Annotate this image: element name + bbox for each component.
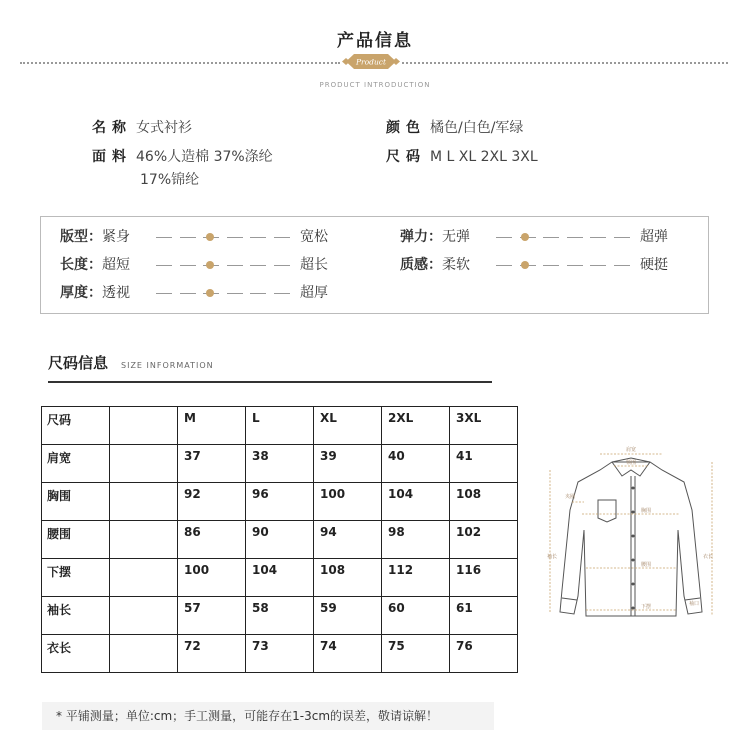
table-cell <box>450 635 518 673</box>
table-cell <box>314 521 382 559</box>
feature-thickness <box>60 286 130 300</box>
table-cell <box>450 483 518 521</box>
feature-thickness-high: 超厚 <box>300 285 328 301</box>
diagram-label-chest: 胸围 <box>640 508 652 514</box>
table-cell-text: 58 <box>252 601 269 615</box>
table-cell-text: 76 <box>456 639 473 653</box>
table-cell-text: 74 <box>320 639 337 653</box>
table-cell-text: 86 <box>184 525 201 539</box>
table-cell <box>178 521 246 559</box>
table-row <box>42 521 518 559</box>
scale-indicator-dot <box>521 233 529 241</box>
table-cell-text: 94 <box>320 525 337 539</box>
feature-fit <box>60 230 130 244</box>
table-cell <box>42 445 110 483</box>
table-cell-text: 袖长 <box>47 603 72 617</box>
diagram-label-cuff: 袖口 <box>688 601 700 607</box>
scale-dash <box>614 237 630 238</box>
table-cell-text: 57 <box>184 601 201 615</box>
table-header-cell <box>382 407 450 445</box>
table-cell-text <box>110 559 177 563</box>
table-cell <box>42 521 110 559</box>
divider-left <box>20 62 340 64</box>
table-cell-text: 下摆 <box>47 565 72 579</box>
table-cell <box>382 445 450 483</box>
feature-length-scale <box>156 258 290 272</box>
table-cell <box>110 483 178 521</box>
table-cell-text: 肩宽 <box>47 451 72 465</box>
table-cell-text: 胸围 <box>47 489 72 503</box>
scale-dash <box>567 265 583 266</box>
table-cell <box>246 559 314 597</box>
name-value: 女式衬衫 <box>136 120 192 136</box>
scale-dash <box>227 293 243 294</box>
table-cell-text: 73 <box>252 639 269 653</box>
table-cell <box>246 445 314 483</box>
table-cell <box>314 635 382 673</box>
scale-dash <box>250 265 266 266</box>
scale-dash <box>227 265 243 266</box>
table-cell <box>110 635 178 673</box>
feature-thickness-low: 透视 <box>102 285 130 301</box>
feature-length-low: 超短 <box>102 257 130 273</box>
table-cell <box>110 521 178 559</box>
table-cell <box>382 559 450 597</box>
scale-dash <box>543 265 559 266</box>
feature-elasticity-scale <box>496 230 630 244</box>
table-header-cell <box>314 407 382 445</box>
table-cell-text: 40 <box>388 449 405 463</box>
scale-dash <box>156 237 172 238</box>
table-cell <box>178 445 246 483</box>
product-info-subtitle: PRODUCT INTRODUCTION <box>319 81 431 89</box>
feature-texture-label: 质感： <box>400 257 442 273</box>
table-cell-text <box>110 635 177 639</box>
table-cell <box>314 445 382 483</box>
table-header-cell <box>450 407 518 445</box>
table-header-cell <box>110 407 178 445</box>
table-cell-text: 112 <box>388 563 414 577</box>
table-cell-text: 108 <box>320 563 346 577</box>
badge-text: Product <box>356 57 386 67</box>
table-cell <box>178 635 246 673</box>
table-cell <box>42 597 110 635</box>
feature-length <box>60 258 130 272</box>
divider-right <box>402 62 728 64</box>
color-row <box>386 121 523 135</box>
feature-elasticity-low: 无弹 <box>442 229 470 245</box>
table-cell-text: 59 <box>320 601 337 615</box>
table-cell-text: 2XL <box>388 411 414 425</box>
table-cell <box>42 559 110 597</box>
table-cell <box>178 559 246 597</box>
scale-dash <box>180 237 196 238</box>
size-value: M L XL 2XL 3XL <box>430 149 538 165</box>
scale-dash <box>156 265 172 266</box>
table-cell-text: 41 <box>456 449 473 463</box>
table-cell <box>450 445 518 483</box>
table-cell <box>314 559 382 597</box>
scale-dash <box>250 293 266 294</box>
table-cell <box>450 521 518 559</box>
scale-dash <box>567 237 583 238</box>
size-info-title: 尺码信息 <box>48 354 109 372</box>
shirt-measurement-diagram <box>542 440 720 626</box>
table-cell <box>450 597 518 635</box>
fabric-label: 面料 <box>92 149 132 165</box>
table-cell-text: 96 <box>252 487 269 501</box>
table-cell-text: 38 <box>252 449 269 463</box>
table-header-cell <box>246 407 314 445</box>
feature-texture <box>400 258 470 272</box>
table-cell-text <box>110 407 177 411</box>
table-header-cell <box>178 407 246 445</box>
table-cell-text: 61 <box>456 601 473 615</box>
size-row <box>386 150 538 164</box>
table-cell <box>110 445 178 483</box>
name-row <box>92 121 192 135</box>
table-row <box>42 635 518 673</box>
scale-dash <box>156 293 172 294</box>
table-cell-text: 92 <box>184 487 201 501</box>
table-row <box>42 597 518 635</box>
scale-dash <box>496 237 512 238</box>
table-cell-text <box>110 445 177 449</box>
table-cell-text: 100 <box>320 487 346 501</box>
table-cell <box>382 521 450 559</box>
table-cell-text: 102 <box>456 525 482 539</box>
feature-texture-scale <box>496 258 630 272</box>
scale-dash <box>180 265 196 266</box>
feature-length-high: 超长 <box>300 257 328 273</box>
scale-dash <box>274 237 290 238</box>
table-cell-text <box>110 521 177 525</box>
fabric-value-line2: 17%锦纶 <box>140 172 200 188</box>
table-cell-text: 90 <box>252 525 269 539</box>
table-cell <box>382 597 450 635</box>
table-cell-text: 37 <box>184 449 201 463</box>
table-cell <box>450 559 518 597</box>
diagram-label-waist: 腰围 <box>640 562 652 568</box>
product-info-title: 产品信息 <box>337 31 413 51</box>
fabric-row <box>92 150 273 164</box>
color-value: 橘色/白色/军绿 <box>430 120 524 136</box>
table-cell <box>246 635 314 673</box>
table-cell-text: 116 <box>456 563 482 577</box>
table-cell <box>382 635 450 673</box>
feature-length-label: 长度： <box>60 257 102 273</box>
diagram-label-sleeve: 袖长 <box>546 554 558 560</box>
color-label: 颜色 <box>386 120 426 136</box>
size-info-subtitle: SIZE INFORMATION <box>121 361 214 370</box>
table-cell-text: XL <box>320 411 337 425</box>
size-table <box>41 406 518 673</box>
feature-fit-label: 版型： <box>60 229 102 245</box>
diagram-label-neck: 领围 <box>625 460 637 466</box>
name-label: 名称 <box>92 120 132 136</box>
scale-dash <box>543 237 559 238</box>
feature-texture-low: 柔软 <box>442 257 470 273</box>
table-cell-text: 3XL <box>456 411 482 425</box>
table-cell <box>178 483 246 521</box>
table-cell-text: 100 <box>184 563 210 577</box>
table-row <box>42 559 518 597</box>
scale-dash <box>590 237 606 238</box>
table-cell-text: 104 <box>388 487 414 501</box>
table-cell-text: 108 <box>456 487 482 501</box>
feature-fit-scale <box>156 230 290 244</box>
scale-dash <box>590 265 606 266</box>
feature-texture-high: 硬挺 <box>640 257 668 273</box>
table-cell-text <box>110 597 177 601</box>
table-cell <box>246 483 314 521</box>
table-row <box>42 483 518 521</box>
feature-elasticity-high: 超弹 <box>640 229 668 245</box>
scale-dash <box>274 265 290 266</box>
scale-indicator-dot <box>206 261 214 269</box>
table-cell <box>42 483 110 521</box>
diagram-label-length: 衣长 <box>702 554 714 560</box>
diagram-label-armhole: 夹圈 <box>564 494 576 500</box>
scale-indicator-dot <box>206 289 214 297</box>
table-cell <box>178 597 246 635</box>
scale-indicator-dot <box>521 261 529 269</box>
product-badge-icon <box>342 53 400 70</box>
table-cell-text: L <box>252 411 260 425</box>
size-label: 尺码 <box>386 149 426 165</box>
feature-thickness-label: 厚度： <box>60 285 102 301</box>
table-cell <box>314 597 382 635</box>
feature-fit-low: 紧身 <box>102 229 130 245</box>
table-cell-text: 39 <box>320 449 337 463</box>
table-cell-text <box>110 483 177 487</box>
table-cell <box>246 597 314 635</box>
fabric-value-line1: 46%人造棉 37%涤纶 <box>136 149 273 165</box>
scale-dash <box>496 265 512 266</box>
size-info-underline <box>48 381 492 383</box>
table-cell <box>246 521 314 559</box>
table-cell-text: 60 <box>388 601 405 615</box>
table-header-cell <box>42 407 110 445</box>
scale-dash <box>614 265 630 266</box>
feature-elasticity <box>400 230 470 244</box>
scale-dash <box>227 237 243 238</box>
scale-dash <box>274 293 290 294</box>
feature-elasticity-label: 弹力： <box>400 229 442 245</box>
scale-dash <box>180 293 196 294</box>
scale-indicator-dot <box>206 233 214 241</box>
diagram-label-hem: 下摆 <box>640 604 652 610</box>
table-cell-text: 75 <box>388 639 405 653</box>
feature-fit-high: 宽松 <box>300 229 328 245</box>
diagram-label-shoulder: 肩宽 <box>625 447 637 453</box>
table-cell <box>110 597 178 635</box>
table-row <box>42 445 518 483</box>
feature-thickness-scale <box>156 286 290 300</box>
table-cell-text: 腰围 <box>47 527 72 541</box>
table-cell-text: 尺码 <box>47 413 72 427</box>
table-cell-text: M <box>184 411 196 425</box>
table-cell-text: 98 <box>388 525 405 539</box>
table-cell <box>382 483 450 521</box>
table-cell-text: 104 <box>252 563 278 577</box>
table-cell <box>110 559 178 597</box>
scale-dash <box>250 237 266 238</box>
size-table-header <box>42 407 518 445</box>
table-cell-text: 72 <box>184 639 201 653</box>
measurement-note: * 平铺测量；单位:cm；手工测量，可能存在1-3cm的误差，敬请谅解！ <box>56 709 439 723</box>
table-cell <box>42 635 110 673</box>
table-cell <box>314 483 382 521</box>
table-cell-text: 衣长 <box>47 641 72 655</box>
